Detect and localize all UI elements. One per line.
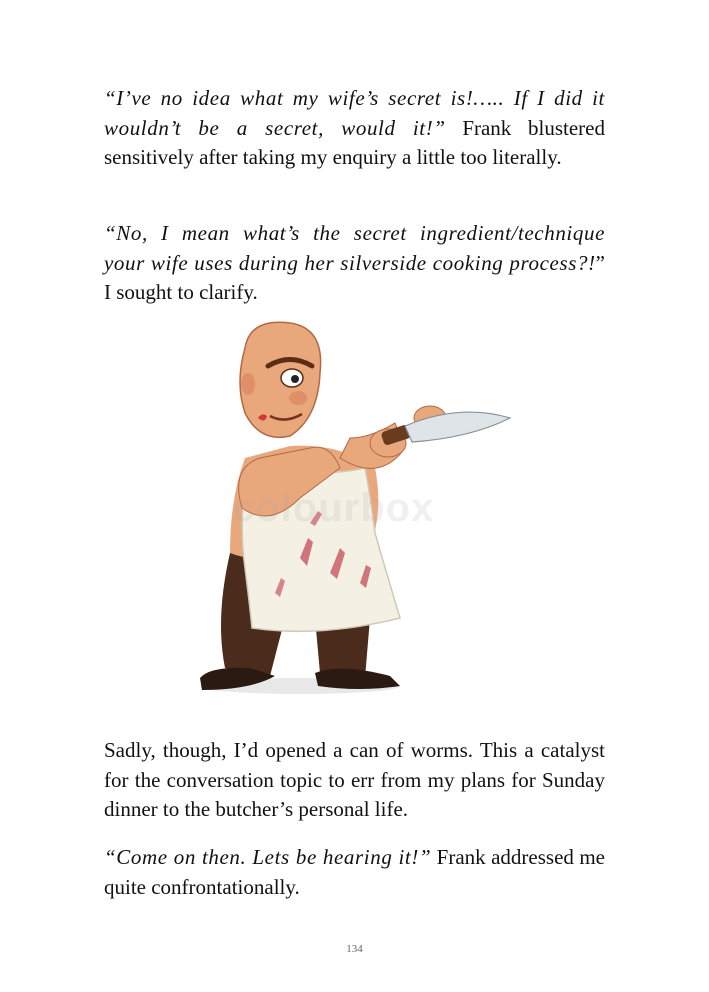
narration-text: Frank blustered sensitively after taking my enquiry a little too literally.	[104, 115, 605, 169]
quote-text: “Come on then. Lets be hearing it!”	[104, 845, 432, 869]
narration-text: Sadly, though, I’d opened a can of worms. This a catalyst for the conversation topic to err from my plans for Sunday dinner to the butcher’s personal life.	[104, 738, 605, 821]
narration-text: Frank addressed me quite confrontationally.	[104, 845, 606, 899]
watermark: colourbox	[232, 486, 435, 530]
paragraph-1	[104, 84, 605, 173]
page-number: 134	[346, 943, 363, 955]
quote-text: “I’ve no idea what my wife’s secret is!….. If I did it wouldn’t be a secret, would it!”	[104, 86, 605, 140]
quote-text: “No, I mean what’s the secret ingredient/technique your wife uses during her silverside cooking process?!	[104, 221, 605, 275]
paragraph-3	[104, 736, 605, 825]
narration-text: ” I sought to clarify.	[104, 250, 605, 304]
paragraph-2	[104, 219, 605, 308]
paragraph-4	[104, 843, 605, 902]
